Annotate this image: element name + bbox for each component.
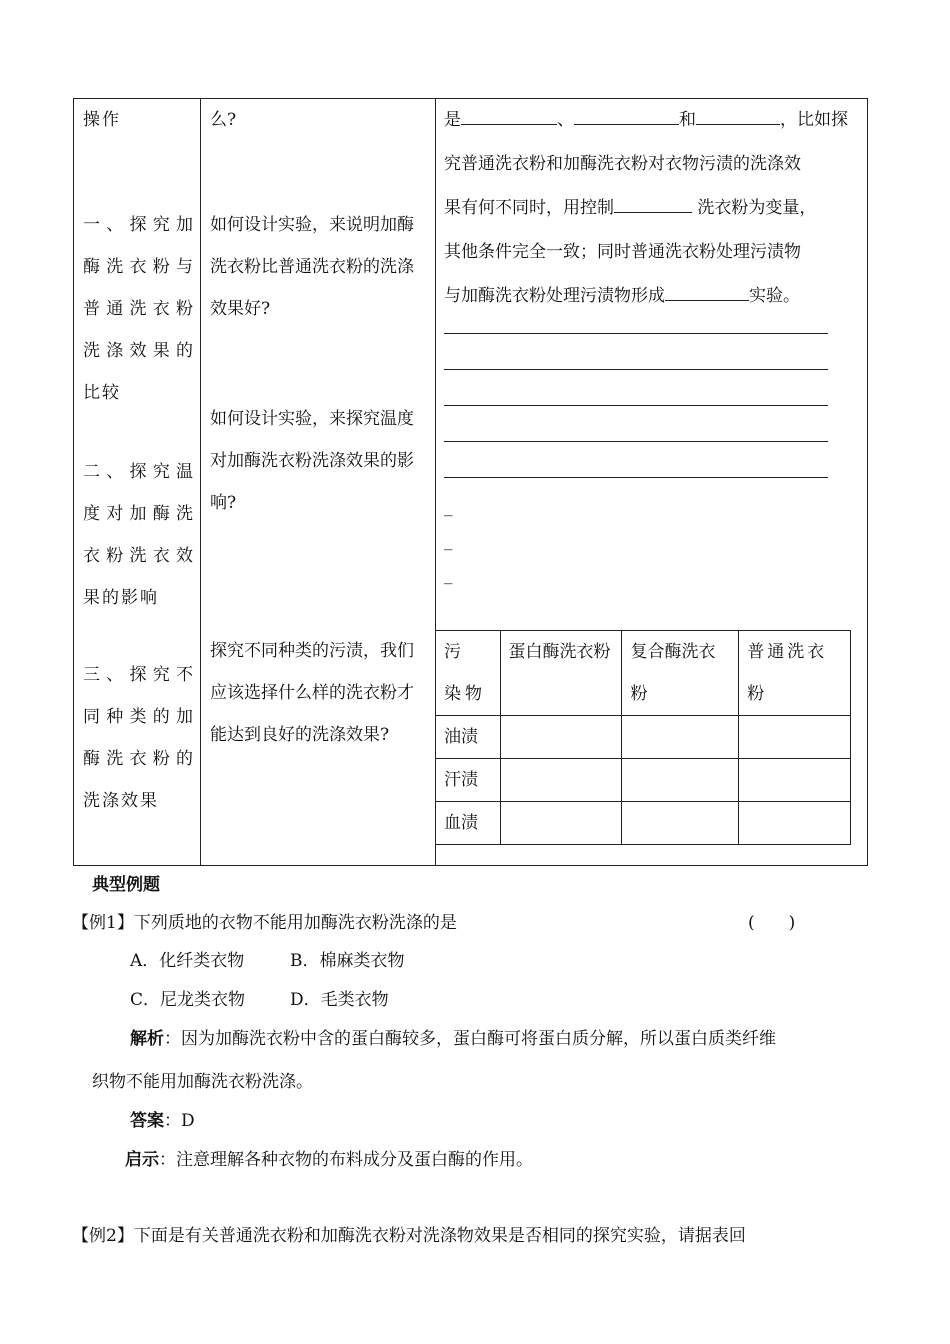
analysis-line-2: 织物不能用加酶洗衣粉洗涤。	[92, 1072, 313, 1092]
answer-line[interactable]	[444, 441, 828, 442]
table-cell[interactable]	[622, 759, 739, 802]
fill-line-3: 果有何不同时，用控制 洗衣粉为变量，	[444, 187, 864, 229]
table-cell[interactable]	[500, 802, 622, 845]
blank-field[interactable]	[461, 106, 557, 125]
table-cell[interactable]	[500, 716, 622, 759]
option-b: B．棉麻类衣物	[290, 951, 405, 971]
header-cell: 污 染物	[436, 631, 501, 716]
experiment-table	[73, 98, 868, 866]
example-2-question: 【例2】下面是有关普通洗衣粉和加酶洗衣粉对洗涤物效果是否相同的探究实验，请据表回	[72, 1226, 746, 1246]
header-cell: 普通洗衣粉	[739, 631, 851, 716]
example-1-question: 【例1】下列质地的衣物不能用加酶洗衣粉洗涤的是	[72, 913, 457, 933]
table-cell[interactable]	[500, 759, 622, 802]
answer-line[interactable]	[444, 405, 828, 406]
stain-table-header	[436, 631, 851, 716]
blank-field[interactable]	[665, 282, 749, 301]
answer-line-text: 答案：D	[130, 1111, 195, 1131]
table-row	[436, 802, 851, 845]
table-cell[interactable]	[622, 716, 739, 759]
table-cell[interactable]	[739, 802, 851, 845]
fill-line-5: 与加酶洗衣粉处理污渍物形成 实验。	[444, 275, 864, 317]
question-1: 如何设计实验，来说明加酶洗衣粉比普通洗衣粉的洗涤效果好?	[210, 215, 414, 319]
fill-line-2: 究普通洗衣粉和加酶洗衣粉对衣物污渍的洗涤效	[444, 154, 801, 174]
row-label: 血渍	[436, 802, 501, 845]
dash-mark: _	[444, 497, 453, 517]
table-row	[436, 759, 851, 802]
dash-mark: _	[444, 531, 453, 551]
blank-field[interactable]	[696, 106, 780, 125]
column-divider	[200, 99, 201, 865]
stain-table	[435, 630, 851, 845]
header-cell: 复合酶洗衣粉	[622, 631, 739, 716]
table-cell[interactable]	[739, 716, 851, 759]
section-2-title: 二、探究温度对加酶洗衣粉洗衣效果的影响	[83, 462, 195, 608]
answer-line[interactable]	[444, 477, 828, 478]
blank-field[interactable]	[614, 194, 692, 213]
table-row	[436, 716, 851, 759]
section-3-title: 三、探究不同种类的加酶洗衣粉的洗涤效果	[83, 665, 195, 811]
section-heading: 典型例题	[92, 875, 160, 895]
analysis-line-1: 解析：因为加酶洗衣粉中含的蛋白酶较多，蛋白酶可将蛋白质分解，所以蛋白质类纤维	[130, 1029, 776, 1049]
option-a: A．化纤类衣物	[130, 951, 245, 971]
answer-line[interactable]	[444, 333, 828, 334]
header-cell: 蛋白酶洗衣粉	[500, 631, 622, 716]
answer-line[interactable]	[444, 369, 828, 370]
row-label: 汗渍	[436, 759, 501, 802]
section-1-title: 一、探究加酶洗衣粉与普通洗衣粉洗涤效果的比较	[83, 215, 195, 403]
question-3: 探究不同种类的污渍，我们应该选择什么样的洗衣粉才能达到良好的洗涤效果?	[210, 641, 414, 745]
fill-line-1: 是 、 和 ，比如探	[444, 99, 864, 141]
answer-paren[interactable]: ( )	[748, 913, 796, 933]
row-label: 油渍	[436, 716, 501, 759]
fill-line-4: 其他条件完全一致；同时普通洗衣粉处理污渍物	[444, 242, 801, 262]
table-cell[interactable]	[622, 802, 739, 845]
option-d: D．毛类衣物	[290, 990, 389, 1010]
option-c: C．尼龙类衣物	[130, 990, 246, 1010]
blank-field[interactable]	[574, 106, 679, 125]
col1-header: 操作	[83, 110, 121, 130]
question-2: 如何设计实验，来探究温度对加酶洗衣粉洗涤效果的影响?	[210, 409, 414, 513]
table-cell[interactable]	[739, 759, 851, 802]
col2-header: 么?	[210, 110, 237, 130]
hint-line: 启示：注意理解各种衣物的布料成分及蛋白酶的作用。	[125, 1150, 533, 1170]
dash-mark: _	[444, 565, 453, 585]
